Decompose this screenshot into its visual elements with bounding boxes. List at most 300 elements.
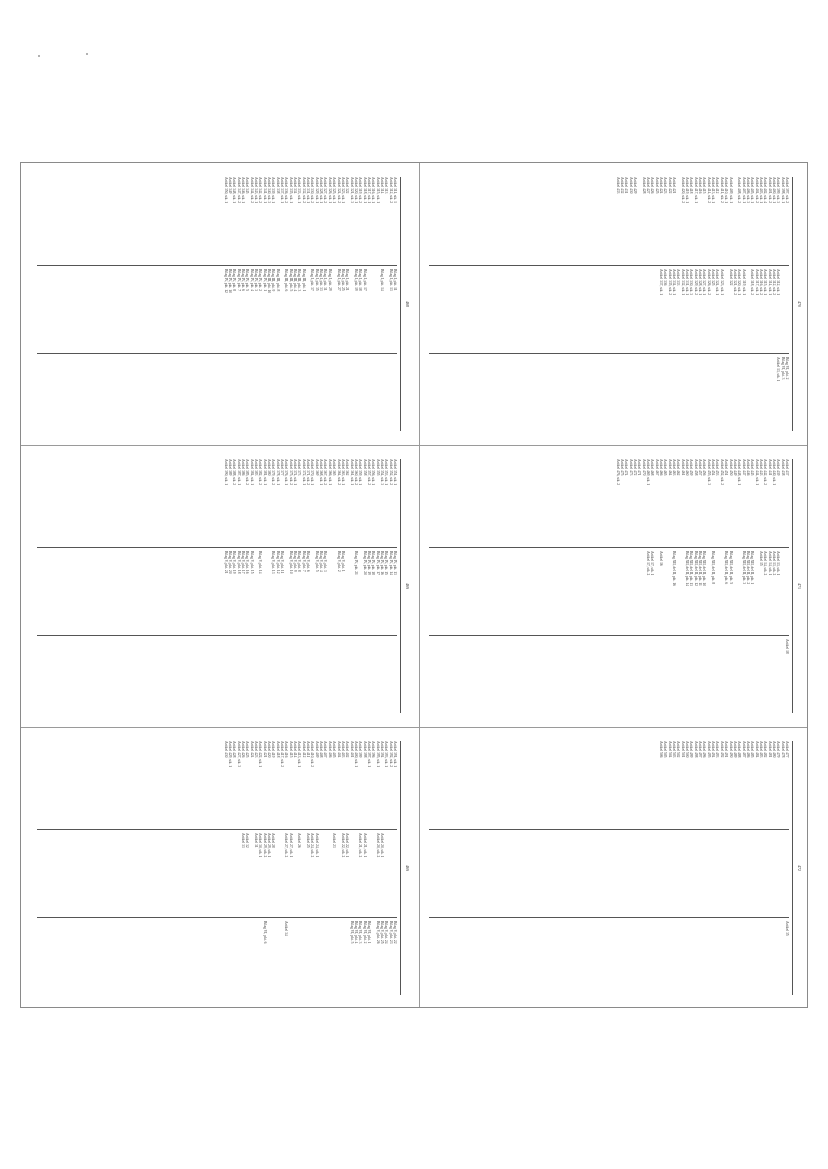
- table-cell: Artikel 412: [301, 741, 306, 758]
- table-cell: Artikel 323, stk. 1: [340, 177, 345, 204]
- table-cell: Bilag XII, del II, pkt. 11: [698, 551, 703, 586]
- table-cell: Artikel 337, stk. 1: [280, 177, 285, 204]
- table-cell: Artikel 385, stk. 2: [245, 459, 250, 486]
- header-rule: [400, 741, 401, 995]
- table-cell: Artikel 336: [663, 269, 668, 286]
- table-cell: Artikel 361, stk. 1: [349, 459, 354, 486]
- table-cell: Artikel 399, stk. 3: [776, 177, 781, 204]
- table-cell: [314, 921, 318, 944]
- table-cell: Artikel 15: [758, 551, 763, 566]
- rotated-page-content: [425, 735, 802, 1001]
- table-cell: Bilag V, pkt. 17: [240, 551, 245, 574]
- table-cell: Artikel 319, stk. 2: [358, 177, 363, 204]
- table-cell: Artikel 426: [650, 177, 655, 194]
- table-cell: Artikel 355: [375, 459, 380, 476]
- table-cell: [663, 551, 667, 586]
- table-cell: Artikel 326, stk. 2: [706, 269, 711, 296]
- table-cell: Bilag I, pkt. 31: [323, 269, 328, 291]
- table-cell: Artikel 403, stk. 1: [758, 177, 763, 204]
- table-cell: Artikel 357, stk. 2: [366, 459, 371, 486]
- table-cell: Artikel 440, stk. 1: [771, 459, 776, 486]
- table-cell: Artikel 324, stk. 2: [336, 177, 341, 204]
- table-cell: [341, 921, 345, 944]
- column-rule: [429, 635, 789, 636]
- table-cell: Artikel 417, stk. 1: [693, 177, 698, 204]
- table-cell: Bilag I, pkt. 18: [358, 269, 363, 291]
- table-cell: Artikel 411: [306, 741, 311, 758]
- table-cell: [271, 921, 275, 944]
- table-cell: Artikel 32: [245, 833, 250, 848]
- table-cell: Artikel 441: [767, 459, 772, 476]
- table-cell: Artikel 29, stk. 1: [267, 833, 272, 858]
- table-cell: Artikel 388, stk. 2: [232, 459, 237, 486]
- table-cell: Artikel 34: [284, 921, 289, 936]
- table-cell: Artikel 409, stk. 1: [728, 177, 733, 204]
- table-cell: [293, 921, 297, 944]
- table-cell: Artikel 320, stk. 1: [737, 269, 742, 296]
- table-cell: Artikel 30, stk. 1: [258, 833, 263, 858]
- table-cell: Bilag V, pkt. 12: [275, 551, 280, 574]
- table-cell: Artikel 407, stk. 1: [741, 177, 746, 204]
- table-cell: Artikel 450: [728, 459, 733, 476]
- table-cell: [349, 551, 353, 575]
- table-cell: Artikel 427, stk. 3: [236, 741, 241, 768]
- page-divider-horizontal: [21, 727, 807, 728]
- table-cell: Artikel 318, stk. 1: [362, 177, 367, 204]
- column-rule: [37, 265, 397, 266]
- page-number: 472: [797, 865, 802, 871]
- table-cell: Artikel 404, stk. 2: [754, 177, 759, 204]
- table-column: [262, 921, 397, 944]
- table-cell: Artikel 329, stk. 2: [693, 269, 698, 296]
- table-cell: Artikel 416: [698, 177, 703, 194]
- table-cell: Artikel 20, stk. 1: [379, 833, 384, 858]
- table-cell: Bilag V, pkt. 16: [245, 551, 250, 574]
- table-cell: Artikel 406, stk. 3: [745, 177, 750, 204]
- table-cell: [306, 921, 310, 944]
- table-cell: [275, 833, 279, 857]
- table-cell: Artikel 476, stk. 2: [615, 459, 620, 486]
- table-cell: [367, 269, 371, 293]
- table-cell: Artikel 402: [345, 741, 350, 758]
- table-cell: Bilag V, pkt. 11: [280, 551, 285, 574]
- table-cell: Artikel 413, stk. 1: [297, 741, 302, 768]
- table-cell: Artikel 323, stk. 1: [719, 269, 724, 296]
- table-cell: Artikel 331, stk. 1: [685, 269, 690, 296]
- table-cell: Artikel 14, stk. 1: [767, 551, 772, 576]
- column-rule: [37, 353, 397, 354]
- table-cell: Artikel 429: [632, 177, 637, 194]
- header-rule: [792, 741, 793, 995]
- table-cell: Artikel 492: [719, 741, 724, 758]
- page-number: 470: [797, 301, 802, 307]
- table-cell: Artikel 478: [780, 741, 785, 758]
- table-cell: Artikel 359, stk. 1: [358, 459, 363, 486]
- table-cell: Artikel 25: [306, 833, 311, 848]
- table-cell: Artikel 401: [349, 741, 354, 758]
- table-cell: Artikel 421: [262, 741, 267, 758]
- table-column: [785, 921, 789, 936]
- table-cell: Artikel 431: [624, 177, 629, 194]
- table-cell: Artikel 351, stk. 1: [393, 459, 397, 486]
- table-cell: Bilag IV, pkt. 16: [379, 551, 384, 575]
- table-cell: Artikel 24, stk. 1: [314, 833, 319, 858]
- table-cell: [336, 833, 340, 857]
- table-cell: Artikel 446: [745, 459, 750, 476]
- table-cell: Artikel 417, stk. 2: [280, 741, 285, 768]
- table-cell: Bilag IV, pkt. 21: [353, 551, 358, 575]
- table-cell: Artikel 24, stk. 2: [310, 833, 315, 858]
- table-cell: Artikel 383: [254, 459, 258, 476]
- rotated-page-content: [425, 171, 802, 437]
- table-cell: Artikel 364, stk. 2: [336, 459, 341, 486]
- table-cell: Artikel 387, stk. 1: [236, 459, 241, 486]
- table-cell: Bilag V, pkt. 15: [249, 551, 254, 574]
- table-cell: Bilag V, pkt. 21: [223, 551, 228, 574]
- table-cell: Artikel 467: [654, 459, 659, 476]
- rotated-page-content: [33, 171, 410, 437]
- table-cell: Artikel 358: [362, 459, 367, 476]
- table-cell: Artikel 409: [314, 741, 319, 758]
- table-cell: Artikel 398, stk. 1: [780, 177, 785, 204]
- table-cell: Artikel 414, stk. 2: [706, 177, 711, 204]
- table-cell: Artikel 425: [654, 177, 659, 194]
- table-cell: Artikel 447: [741, 459, 746, 476]
- table-cell: Artikel 442, stk. 2: [763, 459, 768, 486]
- table-cell: Artikel 335, stk. 2: [667, 269, 672, 296]
- table-cell: Bilag V, pkt. 19: [232, 551, 237, 574]
- scan-speck: [86, 53, 88, 55]
- table-column: [785, 639, 789, 654]
- table-cell: [780, 551, 784, 586]
- table-cell: Artikel 504: [667, 741, 672, 758]
- table-cell: Artikel 378, stk. 1: [275, 459, 280, 486]
- table-column: [223, 177, 397, 203]
- table-cell: Artikel 451: [724, 459, 729, 476]
- table-cell: Artikel 318, stk. 2: [750, 269, 755, 296]
- table-cell: Artikel 344, stk. 2: [249, 177, 254, 204]
- table-cell: Bilag III, pkt. 9: [271, 269, 276, 292]
- page-number: 468: [405, 301, 410, 307]
- table-cell: Artikel 413, stk. 1: [711, 177, 716, 204]
- table-cell: Artikel 461: [680, 459, 685, 476]
- table-cell: Bilag XII, del II, pkt. 1: [750, 551, 755, 585]
- table-cell: Artikel 31: [254, 833, 258, 848]
- table-cell: Artikel 20, stk. 2: [375, 833, 380, 858]
- table-cell: Artikel 407: [323, 741, 328, 758]
- table-cell: Artikel 342, stk. 2: [258, 177, 263, 204]
- table-cell: Artikel 350, stk. 1: [223, 177, 228, 204]
- table-cell: Bilag III, pkt. 1: [301, 269, 306, 292]
- table-cell: Bilag IV, pkt. 7: [236, 269, 241, 291]
- table-cell: Bilag IV, pkt. 6: [240, 269, 245, 291]
- table-cell: [754, 551, 758, 586]
- table-cell: Artikel 389: [227, 459, 232, 476]
- table-cell: Artikel 400, stk. 1: [771, 177, 776, 204]
- table-cell: Artikel 475: [619, 459, 624, 476]
- table-cell: Artikel 356, stk. 1: [371, 459, 376, 486]
- table-cell: Artikel 404: [336, 741, 341, 758]
- table-cell: Artikel 328, stk. 1: [698, 269, 703, 296]
- table-cell: Artikel 422, stk. 1: [258, 741, 263, 768]
- table-cell: Artikel 27, stk. 2: [284, 833, 289, 858]
- table-cell: Artikel 410, stk. 1: [724, 177, 729, 204]
- table-cell: Bilag VI, pkt. 2: [785, 357, 789, 380]
- header-rule: [400, 177, 401, 431]
- table-cell: Artikel 503: [672, 741, 677, 758]
- table-cell: Artikel 17, stk. 1: [650, 551, 655, 576]
- table-cell: Artikel 331, stk. 1: [306, 177, 311, 204]
- table-cell: Artikel 394: [379, 741, 384, 758]
- table-cell: Artikel 16: [659, 551, 664, 566]
- table-cell: Artikel 316, stk. 1: [371, 177, 376, 204]
- table-cell: [345, 551, 349, 575]
- table-cell: Artikel 462: [676, 459, 681, 476]
- table-cell: Bilag IV, pkt. 5: [245, 269, 250, 291]
- table-cell: Artikel 347, stk. 2: [236, 177, 241, 204]
- table-cell: Artikel 366, stk. 1: [327, 459, 332, 486]
- table-cell: Artikel 486: [745, 741, 750, 758]
- table-cell: [328, 921, 332, 944]
- table-cell: Bilag I, pkt. 29: [327, 269, 332, 291]
- table-cell: Artikel 339, stk. 1: [271, 177, 276, 204]
- table-cell: Artikel 343, stk. 1: [254, 177, 258, 204]
- table-column: [223, 459, 397, 485]
- table-cell: Bilag IV, pkt. 1: [262, 269, 267, 291]
- table-cell: Artikel 334: [293, 177, 298, 194]
- table-column: [615, 459, 789, 485]
- table-cell: Artikel 328, stk. 1: [319, 177, 324, 204]
- table-cell: Artikel 481: [767, 741, 772, 758]
- table-column: [223, 551, 397, 575]
- table-cell: Artikel 479: [776, 741, 781, 758]
- table-cell: Artikel 367, stk. 2: [323, 459, 328, 486]
- table-cell: Artikel 379, stk. 2: [271, 459, 276, 486]
- table-cell: Artikel 405: [332, 741, 337, 758]
- table-cell: Bilag XII, del II, pkt. 16: [672, 551, 677, 586]
- table-cell: Artikel 465: [663, 459, 668, 476]
- table-cell: Artikel 480: [771, 741, 776, 758]
- table-cell: Artikel 415: [702, 177, 707, 194]
- table-cell: Artikel 314: [379, 177, 384, 194]
- table-cell: Artikel 464: [667, 459, 672, 476]
- table-cell: Artikel 326, stk. 1: [327, 177, 332, 204]
- table-cell: Artikel 365: [332, 459, 337, 476]
- table-cell: Artikel 360, stk. 2: [353, 459, 358, 486]
- table-cell: Artikel 499: [689, 741, 694, 758]
- table-cell: Artikel 26: [297, 833, 302, 848]
- table-cell: [323, 921, 327, 944]
- table-cell: Artikel 330, stk. 3: [689, 269, 694, 296]
- rotated-page-content: [33, 453, 410, 719]
- table-cell: Bilag XII, del II, pkt. 2: [745, 551, 750, 585]
- table-cell: Bilag I, pkt. 17: [362, 269, 367, 291]
- table-cell: Artikel 411, stk. 2: [719, 177, 724, 203]
- table-cell: Artikel 405, stk. 1: [750, 177, 755, 204]
- table-cell: Artikel 457: [698, 459, 703, 476]
- table-cell: [319, 833, 323, 857]
- table-cell: Bilag I, pkt. 33: [319, 269, 324, 291]
- table-cell: [785, 269, 789, 295]
- table-cell: Bilag VI, pkt. 2: [362, 921, 367, 944]
- table-cell: Artikel 395, stk. 1: [375, 741, 380, 768]
- table-cell: Artikel 494: [711, 741, 716, 758]
- table-cell: Artikel 327, stk. 2: [323, 177, 328, 204]
- table-cell: Artikel 420: [267, 741, 272, 758]
- table-cell: Artikel 33: [240, 833, 245, 848]
- table-cell: Artikel 337, stk. 1: [659, 269, 664, 296]
- table-cell: [267, 921, 271, 944]
- table-cell: Artikel 460: [685, 459, 690, 476]
- table-cell: Artikel 448, stk. 1: [737, 459, 742, 486]
- table-cell: [297, 921, 301, 944]
- table-cell: Artikel 329, stk. 1: [314, 177, 319, 204]
- table-cell: Artikel 327, stk. 1: [702, 269, 707, 296]
- table-cell: Artikel 445: [750, 459, 755, 476]
- column-rule: [429, 829, 789, 830]
- table-cell: Bilag VI, pkt. 3: [358, 921, 363, 944]
- table-cell: [384, 833, 388, 857]
- table-cell: Bilag I, pkt. 27: [336, 269, 341, 291]
- column-rule: [37, 829, 397, 830]
- table-cell: Artikel 321, stk. 3: [349, 177, 354, 204]
- table-cell: Bilag I, pkt. 21: [345, 269, 350, 291]
- table-cell: Bilag V, pkt. 18: [236, 551, 241, 574]
- table-cell: Bilag IV, pkt. 19: [366, 551, 371, 575]
- table-cell: Artikel 400, stk. 1: [353, 741, 358, 768]
- table-cell: Artikel 316, stk. 2: [758, 269, 763, 296]
- table-cell: Artikel 372, stk. 1: [301, 459, 306, 486]
- table-cell: Artikel 414: [293, 741, 298, 758]
- table-cell: Artikel 333, stk. 1: [297, 177, 302, 204]
- table-cell: Artikel 371, stk. 2: [306, 459, 311, 486]
- table-cell: [349, 269, 353, 293]
- table-cell: Artikel 325, stk. 1: [332, 177, 337, 204]
- table-column: [615, 177, 789, 203]
- table-cell: Bilag XII, del II, pkt. 13: [689, 551, 694, 586]
- table-cell: Artikel 429, stk. 1: [227, 741, 232, 768]
- table-cell: Bilag XII, del II, pkt. 14: [685, 551, 690, 586]
- table-cell: Artikel 377: [280, 459, 285, 476]
- table-cell: Artikel 313: [384, 177, 389, 194]
- table-cell: Artikel 376, stk. 1: [284, 459, 289, 486]
- table-cell: Artikel 432: [619, 177, 624, 194]
- table-cell: Artikel 466: [659, 459, 664, 476]
- table-cell: Artikel 349: [227, 177, 232, 194]
- table-cell: Artikel 324, stk. 1: [715, 269, 720, 296]
- table-cell: Artikel 408, stk. 2: [737, 177, 742, 204]
- table-cell: Artikel 322: [345, 177, 350, 194]
- table-cell: Artikel 427: [646, 177, 650, 194]
- document-page: [425, 453, 802, 719]
- table-cell: Artikel 410, stk. 2: [310, 741, 315, 768]
- table-cell: Bilag VI, pkt. 4: [353, 921, 358, 944]
- table-cell: Bilag IV, pkt. 3: [254, 269, 258, 291]
- table-cell: Bilag V, pkt. 4: [319, 551, 324, 572]
- table-cell: Artikel 315, stk. 1: [763, 269, 768, 296]
- table-cell: Artikel 493: [715, 741, 720, 758]
- table-cell: Bilag V, pkt. 25: [379, 921, 384, 944]
- table-cell: Artikel 370, stk. 1: [310, 459, 315, 486]
- table-cell: Bilag VI, pkt. 5: [349, 921, 354, 944]
- table-cell: Bilag V, pkt. 9: [293, 551, 298, 572]
- table-cell: Artikel 22, stk. 2: [340, 833, 345, 858]
- table-cell: Artikel 472: [632, 459, 637, 476]
- table-cell: Artikel 27, stk. 1: [288, 833, 293, 858]
- table-cell: Artikel 29, stk. 2: [262, 833, 267, 858]
- table-cell: [332, 921, 336, 944]
- table-cell: [393, 833, 397, 857]
- table-cell: Bilag VI, pkt. 1: [366, 921, 371, 944]
- table-column: [646, 551, 789, 586]
- table-cell: Artikel 22, stk. 1: [345, 833, 350, 858]
- column-rule: [429, 265, 789, 266]
- table-cell: Artikel 423: [663, 177, 668, 194]
- table-cell: Artikel 444, stk. 1: [754, 459, 759, 486]
- table-cell: Bilag V, pkt. 14: [258, 551, 263, 574]
- table-cell: Artikel 495: [706, 741, 711, 758]
- table-cell: Bilag V, pkt. 23: [388, 921, 393, 944]
- table-cell: Artikel 397, stk. 2: [785, 177, 789, 204]
- table-cell: [319, 921, 323, 944]
- table-cell: Artikel 13, stk. 1: [776, 357, 781, 382]
- table-cell: Artikel 333: [676, 269, 681, 286]
- table-cell: Artikel 459: [689, 459, 694, 476]
- table-cell: Artikel 491: [724, 741, 729, 758]
- table-cell: Artikel 23: [332, 833, 337, 848]
- table-cell: Artikel 336, stk. 2: [284, 177, 289, 204]
- header-rule: [792, 459, 793, 713]
- scanned-sheet: [20, 162, 808, 1008]
- page-number: 471: [797, 583, 802, 589]
- table-cell: Artikel 369: [314, 459, 319, 476]
- table-cell: Artikel 397, stk. 1: [366, 741, 371, 768]
- table-cell: Artikel 470: [641, 459, 646, 476]
- table-cell: [780, 269, 784, 295]
- table-cell: Artikel 325: [711, 269, 716, 286]
- column-rule: [37, 635, 397, 636]
- table-cell: Bilag V, pkt. 2: [336, 551, 341, 572]
- table-cell: Artikel 392, stk. 2: [388, 741, 393, 768]
- table-cell: Bilag III, pkt. 5: [288, 269, 293, 292]
- table-column: [241, 833, 397, 857]
- scan-speck: [38, 55, 40, 57]
- table-cell: Artikel 330, stk. 2: [310, 177, 315, 204]
- table-cell: Bilag V, pkt. 6: [306, 551, 311, 572]
- table-cell: Artikel 353, stk. 1: [384, 459, 389, 486]
- table-cell: Bilag V, pkt. 8: [297, 551, 302, 572]
- table-cell: Bilag V, pkt. 26: [375, 921, 380, 944]
- page-divider-horizontal: [21, 445, 807, 446]
- table-cell: Bilag XII, del II, pkt. 6: [724, 551, 729, 585]
- table-cell: [733, 551, 737, 586]
- table-cell: [371, 269, 375, 293]
- table-cell: Bilag XII, del II, pkt. 5: [728, 551, 733, 585]
- table-cell: Bilag IV, pkt. 17: [375, 551, 380, 575]
- table-cell: [336, 921, 340, 944]
- table-cell: Bilag V, pkt. 10: [288, 551, 293, 574]
- table-cell: Artikel 419: [271, 741, 276, 758]
- table-cell: Bilag V, pkt. 5: [314, 551, 319, 572]
- table-cell: Artikel 382, stk. 2: [258, 459, 263, 486]
- table-cell: Bilag III, pkt. 10: [267, 269, 272, 294]
- table-cell: Bilag IV, pkt. 12: [223, 269, 228, 293]
- table-cell: Artikel 399: [358, 741, 363, 758]
- table-cell: [301, 921, 305, 944]
- table-cell: Artikel 496: [702, 741, 707, 758]
- table-cell: Artikel 363, stk. 1: [340, 459, 345, 486]
- table-cell: Bilag IV, pkt. 2: [258, 269, 263, 291]
